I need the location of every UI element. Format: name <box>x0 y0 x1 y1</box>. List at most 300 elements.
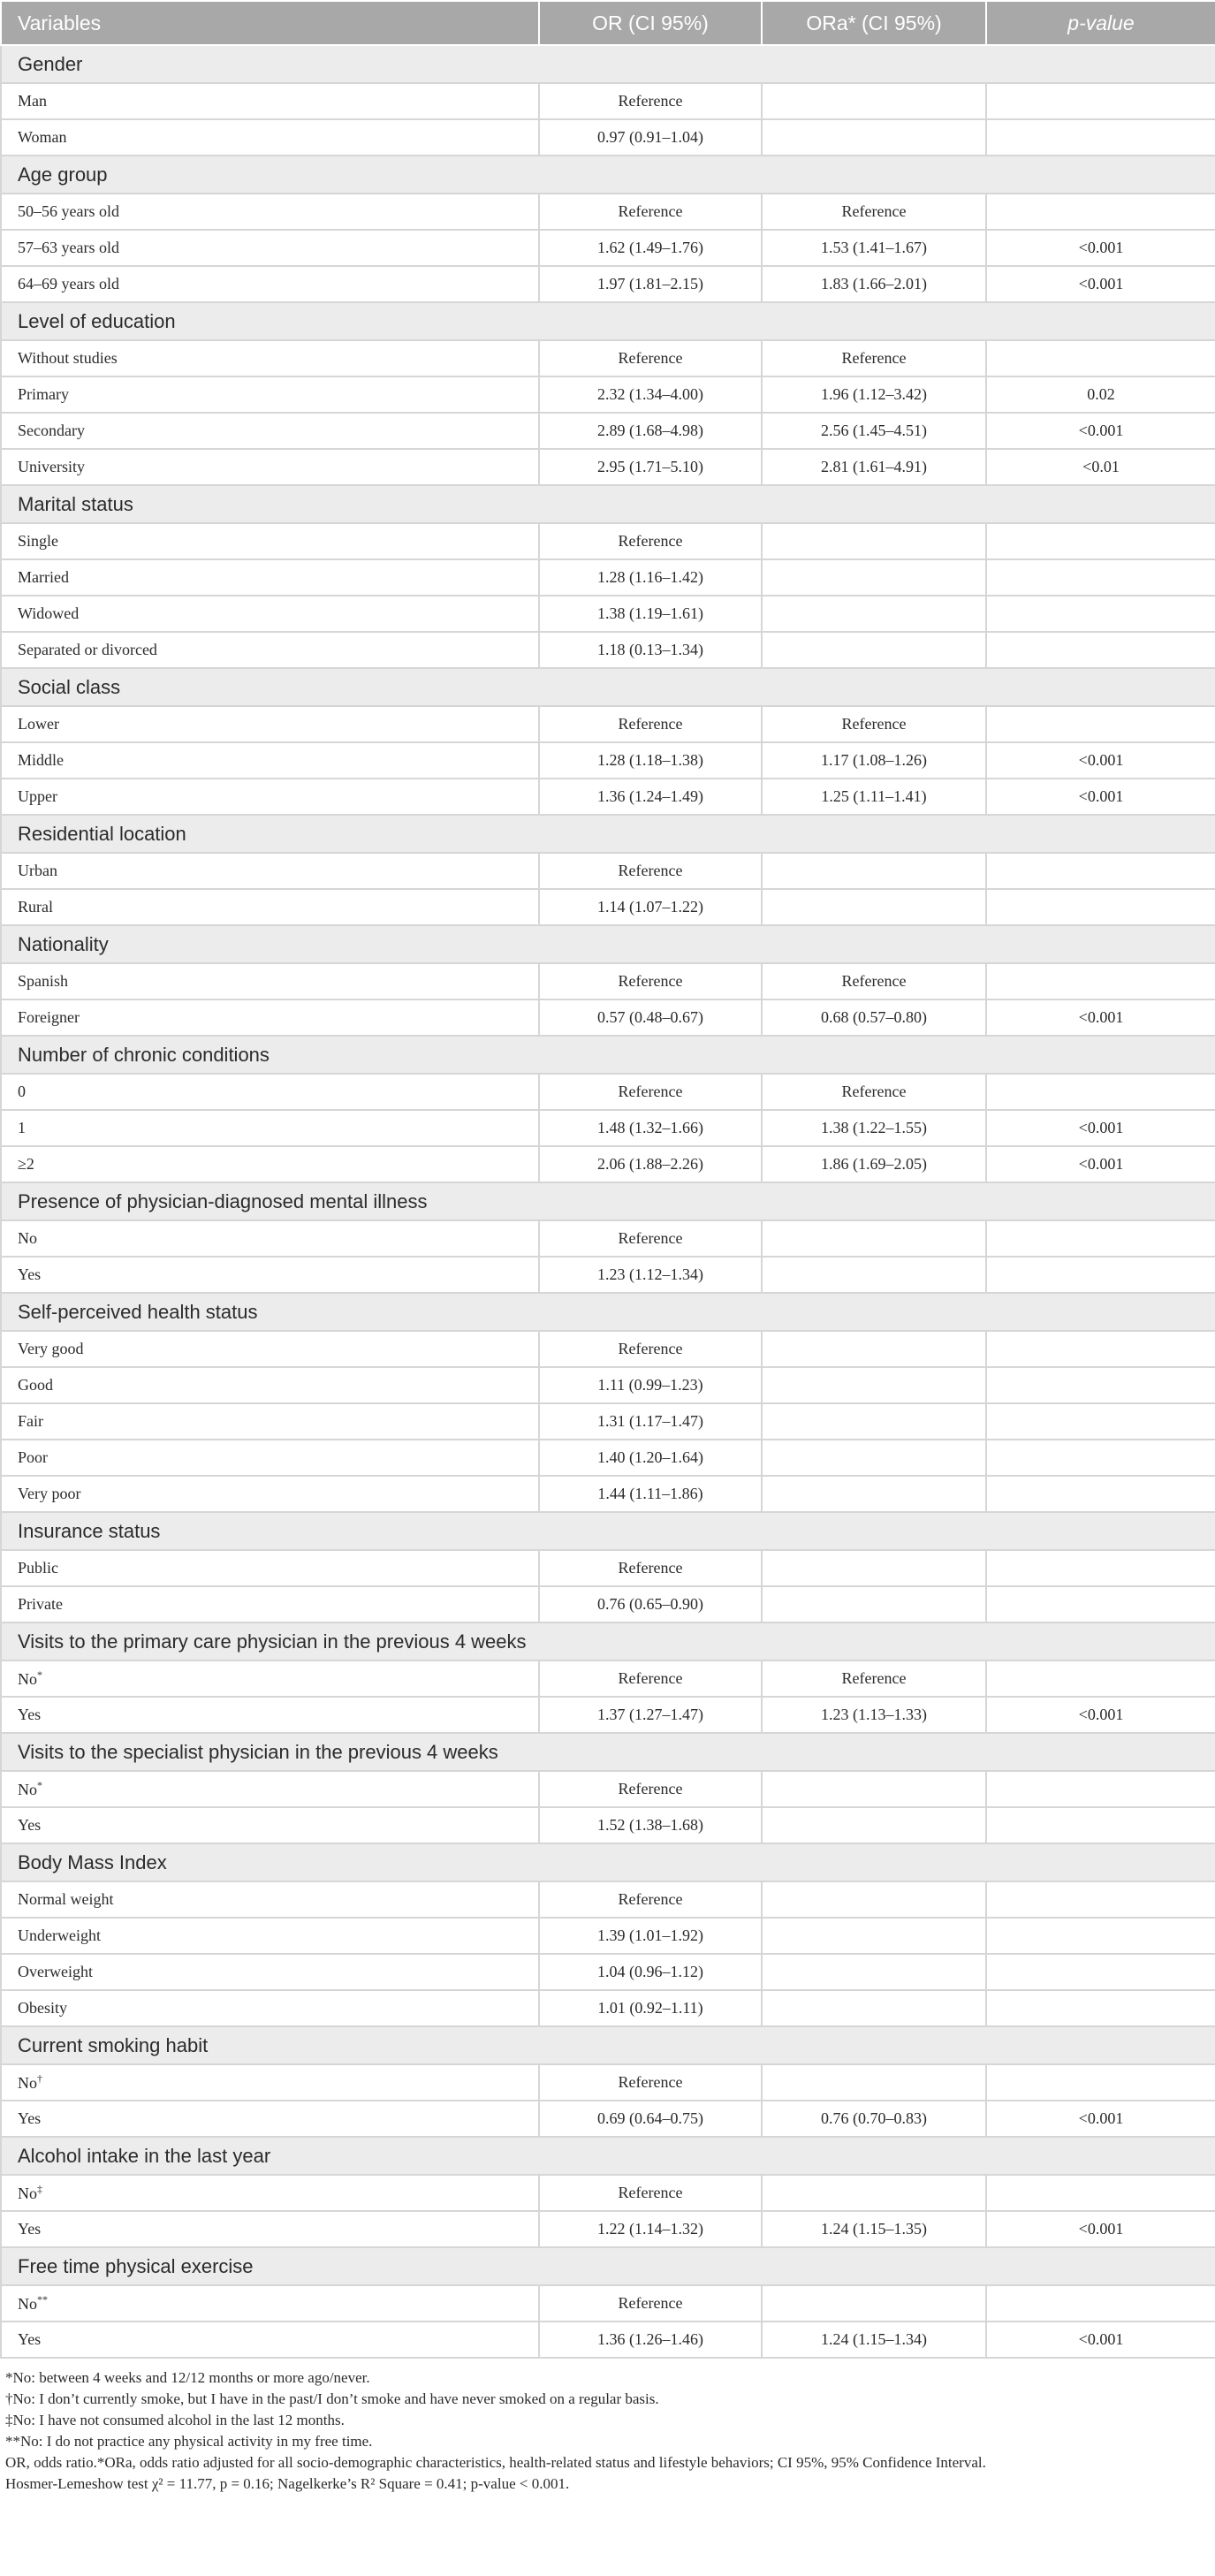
group-header-row <box>1 668 1215 706</box>
p-value-cell <box>986 963 1215 999</box>
table-row <box>1 449 1215 485</box>
ora-cell <box>762 632 986 668</box>
table-row <box>1 1367 1215 1403</box>
row-label: Normal weight <box>18 1890 114 1908</box>
row-label: Rural <box>18 898 53 916</box>
p-value-cell <box>986 1403 1215 1440</box>
table-row <box>1 1146 1215 1182</box>
row-label: Separated or divorced <box>18 641 157 658</box>
p-value-cell: <0.01 <box>986 449 1215 485</box>
group-header-row <box>1 1843 1215 1881</box>
or-cell: 1.40 (1.20–1.64) <box>539 1440 762 1476</box>
row-label: Private <box>18 1595 63 1613</box>
row-label: Single <box>18 532 59 550</box>
table-row <box>1 779 1215 815</box>
or-cell: 1.44 (1.11–1.86) <box>539 1476 762 1512</box>
row-label-cell <box>1 1220 539 1257</box>
row-label-cell <box>1 413 539 449</box>
p-value-cell <box>986 596 1215 632</box>
table-row <box>1 413 1215 449</box>
table-row <box>1 1660 1215 1697</box>
group-label: Social class <box>1 668 1215 706</box>
footnote: OR, odds ratio.*ORa, odds ratio adjusted for all socio-demographic characteristics, health-related status and lifestyle behaviors; CI 95%, 95% Confidence Interval. <box>5 2454 986 2471</box>
ora-cell <box>762 1476 986 1512</box>
p-value-cell <box>986 1881 1215 1918</box>
ora-cell <box>762 1440 986 1476</box>
p-value-cell <box>986 1257 1215 1293</box>
or-cell: 0.76 (0.65–0.90) <box>539 1586 762 1622</box>
or-cell: Reference <box>539 523 762 559</box>
p-value-cell: <0.001 <box>986 266 1215 302</box>
group-label: Free time physical exercise <box>1 2247 1215 2285</box>
row-label-cell <box>1 1990 539 2026</box>
or-cell: 1.36 (1.26–1.46) <box>539 2321 762 2358</box>
row-label-cell <box>1 706 539 742</box>
ora-cell <box>762 1550 986 1586</box>
group-header-row <box>1 156 1215 194</box>
ora-cell <box>762 1586 986 1622</box>
p-value-cell <box>986 632 1215 668</box>
row-label: Upper <box>18 787 57 805</box>
header-p-value: p-value <box>986 1 1215 45</box>
table-row <box>1 1220 1215 1257</box>
ora-cell: 1.24 (1.15–1.35) <box>762 2211 986 2247</box>
p-value-cell <box>986 1586 1215 1622</box>
table-row <box>1 1257 1215 1293</box>
or-cell: 1.38 (1.19–1.61) <box>539 596 762 632</box>
table-row <box>1 963 1215 999</box>
footnote: ‡No: I have not consumed alcohol in the last 12 months. <box>5 2412 345 2428</box>
p-value-cell <box>986 1771 1215 1807</box>
p-value-cell <box>986 1440 1215 1476</box>
or-cell: 1.23 (1.12–1.34) <box>539 1257 762 1293</box>
ora-cell: Reference <box>762 963 986 999</box>
ora-cell: 1.24 (1.15–1.34) <box>762 2321 986 2358</box>
or-cell: 1.97 (1.81–2.15) <box>539 266 762 302</box>
p-value-cell <box>986 1918 1215 1954</box>
table-row <box>1 706 1215 742</box>
or-cell: 2.32 (1.34–4.00) <box>539 376 762 413</box>
group-label: Insurance status <box>1 1512 1215 1550</box>
group-header-row <box>1 1036 1215 1074</box>
table-row <box>1 523 1215 559</box>
footnote: *No: between 4 weeks and 12/12 months or more ago/never. <box>5 2369 370 2386</box>
footnote-marker: ‡ <box>37 2183 42 2195</box>
table-row <box>1 1881 1215 1918</box>
row-label-cell <box>1 1918 539 1954</box>
ora-cell: Reference <box>762 1074 986 1110</box>
or-cell: Reference <box>539 2064 762 2101</box>
ora-cell: 1.25 (1.11–1.41) <box>762 779 986 815</box>
group-label: Level of education <box>1 302 1215 340</box>
row-label: No <box>18 2295 37 2313</box>
row-label-cell <box>1 2285 539 2321</box>
ora-cell: 0.68 (0.57–0.80) <box>762 999 986 1036</box>
table-row <box>1 596 1215 632</box>
or-cell: Reference <box>539 340 762 376</box>
footnote: **No: I do not practice any physical activity in my free time. <box>5 2433 373 2450</box>
ora-cell <box>762 1954 986 1990</box>
p-value-cell <box>986 1331 1215 1367</box>
row-label: No <box>18 1229 37 1247</box>
p-value-cell <box>986 1550 1215 1586</box>
or-cell: Reference <box>539 963 762 999</box>
table-row <box>1 1331 1215 1367</box>
or-cell: Reference <box>539 1660 762 1697</box>
table-footnotes <box>0 2359 1215 2495</box>
group-header-row <box>1 925 1215 963</box>
row-label: Middle <box>18 751 64 769</box>
table-row <box>1 194 1215 230</box>
ora-cell <box>762 1807 986 1843</box>
table-row <box>1 1771 1215 1807</box>
row-label: Secondary <box>18 422 85 439</box>
row-label: Foreigner <box>18 1008 80 1026</box>
group-header-row <box>1 1293 1215 1331</box>
ora-cell <box>762 1918 986 1954</box>
group-header-row <box>1 1182 1215 1220</box>
group-header-row <box>1 2137 1215 2175</box>
row-label: University <box>18 458 85 475</box>
or-cell: 1.28 (1.18–1.38) <box>539 742 762 779</box>
or-cell: Reference <box>539 1331 762 1367</box>
table-row <box>1 1807 1215 1843</box>
row-label: Yes <box>18 1706 42 1723</box>
row-label: No <box>18 2074 37 2092</box>
group-label: Body Mass Index <box>1 1843 1215 1881</box>
or-cell: 0.97 (0.91–1.04) <box>539 119 762 156</box>
row-label: Yes <box>18 1265 42 1283</box>
ora-cell: 1.86 (1.69–2.05) <box>762 1146 986 1182</box>
ora-cell <box>762 596 986 632</box>
or-cell: 2.06 (1.88–2.26) <box>539 1146 762 1182</box>
ora-cell <box>762 2064 986 2101</box>
p-value-cell <box>986 1660 1215 1697</box>
row-label-cell <box>1 266 539 302</box>
ora-cell: Reference <box>762 194 986 230</box>
or-cell: 2.95 (1.71–5.10) <box>539 449 762 485</box>
row-label-cell <box>1 194 539 230</box>
ora-cell: 2.56 (1.45–4.51) <box>762 413 986 449</box>
ora-cell <box>762 1257 986 1293</box>
row-label: Lower <box>18 715 59 733</box>
table-row <box>1 559 1215 596</box>
p-value-cell <box>986 1220 1215 1257</box>
or-cell: Reference <box>539 706 762 742</box>
row-label-cell <box>1 742 539 779</box>
row-label: Yes <box>18 2220 42 2238</box>
ora-cell <box>762 1403 986 1440</box>
row-label-cell <box>1 1697 539 1733</box>
table-row <box>1 230 1215 266</box>
row-label: Obesity <box>18 1999 67 2017</box>
header-or: OR (CI 95%) <box>539 1 762 45</box>
p-value-cell <box>986 559 1215 596</box>
row-label-cell <box>1 340 539 376</box>
p-value-cell <box>986 853 1215 889</box>
row-label-cell <box>1 1367 539 1403</box>
ora-cell <box>762 1771 986 1807</box>
row-label-cell <box>1 449 539 485</box>
row-label-cell <box>1 1146 539 1182</box>
ora-cell <box>762 2175 986 2211</box>
table-row <box>1 2175 1215 2211</box>
p-value-cell: <0.001 <box>986 779 1215 815</box>
ora-cell <box>762 853 986 889</box>
group-header-row <box>1 2247 1215 2285</box>
header-variables: Variables <box>1 1 539 45</box>
group-label: Presence of physician-diagnosed mental illness <box>1 1182 1215 1220</box>
p-value-cell <box>986 1807 1215 1843</box>
table-row <box>1 340 1215 376</box>
row-label: 1 <box>18 1119 26 1136</box>
p-value-cell <box>986 706 1215 742</box>
row-label: Poor <box>18 1448 49 1466</box>
or-cell: 1.18 (0.13–1.34) <box>539 632 762 668</box>
ora-cell <box>762 119 986 156</box>
row-label: Public <box>18 1559 59 1577</box>
row-label-cell <box>1 1881 539 1918</box>
or-cell: 1.14 (1.07–1.22) <box>539 889 762 925</box>
or-cell: 1.11 (0.99–1.23) <box>539 1367 762 1403</box>
row-label: Very poor <box>18 1485 81 1502</box>
row-label-cell <box>1 2321 539 2358</box>
row-label: Spanish <box>18 972 69 990</box>
or-cell: Reference <box>539 194 762 230</box>
ora-cell <box>762 523 986 559</box>
ora-cell: Reference <box>762 1660 986 1697</box>
group-label: Alcohol intake in the last year <box>1 2137 1215 2175</box>
row-label-cell <box>1 1440 539 1476</box>
row-label: 0 <box>18 1083 26 1100</box>
table-row <box>1 1550 1215 1586</box>
group-label: Age group <box>1 156 1215 194</box>
p-value-cell: <0.001 <box>986 742 1215 779</box>
group-label: Residential location <box>1 815 1215 853</box>
row-label-cell <box>1 2211 539 2247</box>
ora-cell <box>762 1220 986 1257</box>
row-label: Good <box>18 1376 53 1394</box>
row-label-cell <box>1 853 539 889</box>
table-row <box>1 2101 1215 2137</box>
p-value-cell: <0.001 <box>986 2321 1215 2358</box>
ora-cell <box>762 559 986 596</box>
row-label-cell <box>1 119 539 156</box>
or-cell: Reference <box>539 1550 762 1586</box>
or-cell: 1.62 (1.49–1.76) <box>539 230 762 266</box>
ora-cell: Reference <box>762 340 986 376</box>
row-label: 50–56 years old <box>18 202 119 220</box>
p-value-cell: <0.001 <box>986 999 1215 1036</box>
table-row <box>1 632 1215 668</box>
group-header-row <box>1 1733 1215 1771</box>
group-label: Nationality <box>1 925 1215 963</box>
group-header-row <box>1 485 1215 523</box>
footnote-marker: * <box>37 1668 42 1681</box>
ora-cell <box>762 1331 986 1367</box>
row-label: No <box>18 2185 37 2202</box>
table-row <box>1 1954 1215 1990</box>
row-label-cell <box>1 376 539 413</box>
p-value-cell: 0.02 <box>986 376 1215 413</box>
row-label-cell <box>1 1660 539 1697</box>
table-row <box>1 2064 1215 2101</box>
row-label: Fair <box>18 1412 43 1430</box>
row-label: Very good <box>18 1340 84 1357</box>
p-value-cell <box>986 194 1215 230</box>
row-label: Widowed <box>18 604 80 622</box>
row-label: 57–63 years old <box>18 239 119 256</box>
p-value-cell <box>986 1367 1215 1403</box>
table-row <box>1 999 1215 1036</box>
or-cell: 1.28 (1.16–1.42) <box>539 559 762 596</box>
group-header-row <box>1 45 1215 83</box>
row-label: ≥2 <box>18 1155 34 1173</box>
table-row <box>1 1440 1215 1476</box>
table-row <box>1 1918 1215 1954</box>
table-row <box>1 2321 1215 2358</box>
or-cell: 0.69 (0.64–0.75) <box>539 2101 762 2137</box>
row-label-cell <box>1 1771 539 1807</box>
or-cell: 1.37 (1.27–1.47) <box>539 1697 762 1733</box>
row-label-cell <box>1 1807 539 1843</box>
group-header-row <box>1 1622 1215 1660</box>
row-label: Underweight <box>18 1926 101 1944</box>
row-label-cell <box>1 1331 539 1367</box>
row-label: 64–69 years old <box>18 275 119 293</box>
p-value-cell: <0.001 <box>986 2211 1215 2247</box>
or-cell: 1.52 (1.38–1.68) <box>539 1807 762 1843</box>
or-cell: 1.22 (1.14–1.32) <box>539 2211 762 2247</box>
or-cell: Reference <box>539 853 762 889</box>
p-value-cell: <0.001 <box>986 1697 1215 1733</box>
or-cell: Reference <box>539 2285 762 2321</box>
row-label-cell <box>1 999 539 1036</box>
table-row <box>1 2211 1215 2247</box>
table-row <box>1 1697 1215 1733</box>
footnote-marker: † <box>37 2072 42 2085</box>
or-cell: 0.57 (0.48–0.67) <box>539 999 762 1036</box>
ora-cell <box>762 83 986 119</box>
footnote-marker: ** <box>37 2293 48 2306</box>
header-ora: ORa* (CI 95%) <box>762 1 986 45</box>
row-label-cell <box>1 779 539 815</box>
table-row <box>1 1586 1215 1622</box>
or-cell: 1.48 (1.32–1.66) <box>539 1110 762 1146</box>
ora-cell: 1.83 (1.66–2.01) <box>762 266 986 302</box>
or-cell: Reference <box>539 1074 762 1110</box>
footnote: Hosmer-Lemeshow test χ² = 11.77, p = 0.16; Nagelkerke’s R² Square = 0.41; p-value < 0.001. <box>5 2475 570 2492</box>
row-label-cell <box>1 963 539 999</box>
p-value-cell <box>986 523 1215 559</box>
row-label: No <box>18 1670 37 1688</box>
table-row <box>1 376 1215 413</box>
group-label: Self-perceived health status <box>1 1293 1215 1331</box>
ora-cell: 2.81 (1.61–4.91) <box>762 449 986 485</box>
table-row <box>1 1110 1215 1146</box>
row-label: Yes <box>18 1816 42 1834</box>
row-label-cell <box>1 2101 539 2137</box>
row-label-cell <box>1 1586 539 1622</box>
p-value-cell: <0.001 <box>986 1110 1215 1146</box>
group-label: Number of chronic conditions <box>1 1036 1215 1074</box>
table-row <box>1 853 1215 889</box>
ora-cell: Reference <box>762 706 986 742</box>
ora-cell: 1.17 (1.08–1.26) <box>762 742 986 779</box>
p-value-cell <box>986 2064 1215 2101</box>
ora-cell: 1.23 (1.13–1.33) <box>762 1697 986 1733</box>
p-value-cell <box>986 1954 1215 1990</box>
row-label: Woman <box>18 128 67 146</box>
row-label: Yes <box>18 2109 42 2127</box>
ora-cell <box>762 1881 986 1918</box>
table-body <box>1 45 1215 2358</box>
table-row <box>1 1476 1215 1512</box>
row-label-cell <box>1 596 539 632</box>
table-row <box>1 742 1215 779</box>
group-label: Visits to the primary care physician in the previous 4 weeks <box>1 1622 1215 1660</box>
row-label: Man <box>18 92 47 110</box>
table-row <box>1 119 1215 156</box>
or-cell: Reference <box>539 1881 762 1918</box>
footnote-marker: * <box>37 1779 42 1791</box>
group-label: Visits to the specialist physician in the previous 4 weeks <box>1 1733 1215 1771</box>
row-label-cell <box>1 632 539 668</box>
row-label: Overweight <box>18 1963 93 1980</box>
or-cell: 1.36 (1.24–1.49) <box>539 779 762 815</box>
or-cell: 1.31 (1.17–1.47) <box>539 1403 762 1440</box>
ora-cell: 1.38 (1.22–1.55) <box>762 1110 986 1146</box>
row-label-cell <box>1 1550 539 1586</box>
p-value-cell <box>986 1476 1215 1512</box>
row-label: Married <box>18 568 69 586</box>
or-cell: Reference <box>539 1220 762 1257</box>
table-row <box>1 1403 1215 1440</box>
row-label-cell <box>1 1110 539 1146</box>
row-label-cell <box>1 1954 539 1990</box>
p-value-cell <box>986 119 1215 156</box>
table-row <box>1 83 1215 119</box>
p-value-cell <box>986 340 1215 376</box>
p-value-cell <box>986 889 1215 925</box>
p-value-cell <box>986 2285 1215 2321</box>
or-cell: 1.39 (1.01–1.92) <box>539 1918 762 1954</box>
or-cell: 1.01 (0.92–1.11) <box>539 1990 762 2026</box>
ora-cell: 1.53 (1.41–1.67) <box>762 230 986 266</box>
p-value-cell <box>986 2175 1215 2211</box>
row-label-cell <box>1 523 539 559</box>
table-row <box>1 1074 1215 1110</box>
row-label: No <box>18 1781 37 1798</box>
table-header-row <box>1 1 1215 45</box>
or-cell: 1.04 (0.96–1.12) <box>539 1954 762 1990</box>
group-label: Gender <box>1 45 1215 83</box>
group-label: Marital status <box>1 485 1215 523</box>
row-label-cell <box>1 1074 539 1110</box>
row-label-cell <box>1 2175 539 2211</box>
group-header-row <box>1 302 1215 340</box>
ora-cell <box>762 2285 986 2321</box>
ora-cell <box>762 1990 986 2026</box>
row-label-cell <box>1 1403 539 1440</box>
table-row <box>1 2285 1215 2321</box>
group-header-row <box>1 815 1215 853</box>
row-label-cell <box>1 2064 539 2101</box>
or-cell: 2.89 (1.68–4.98) <box>539 413 762 449</box>
group-header-row <box>1 2026 1215 2064</box>
row-label-cell <box>1 889 539 925</box>
row-label: Yes <box>18 2330 42 2348</box>
